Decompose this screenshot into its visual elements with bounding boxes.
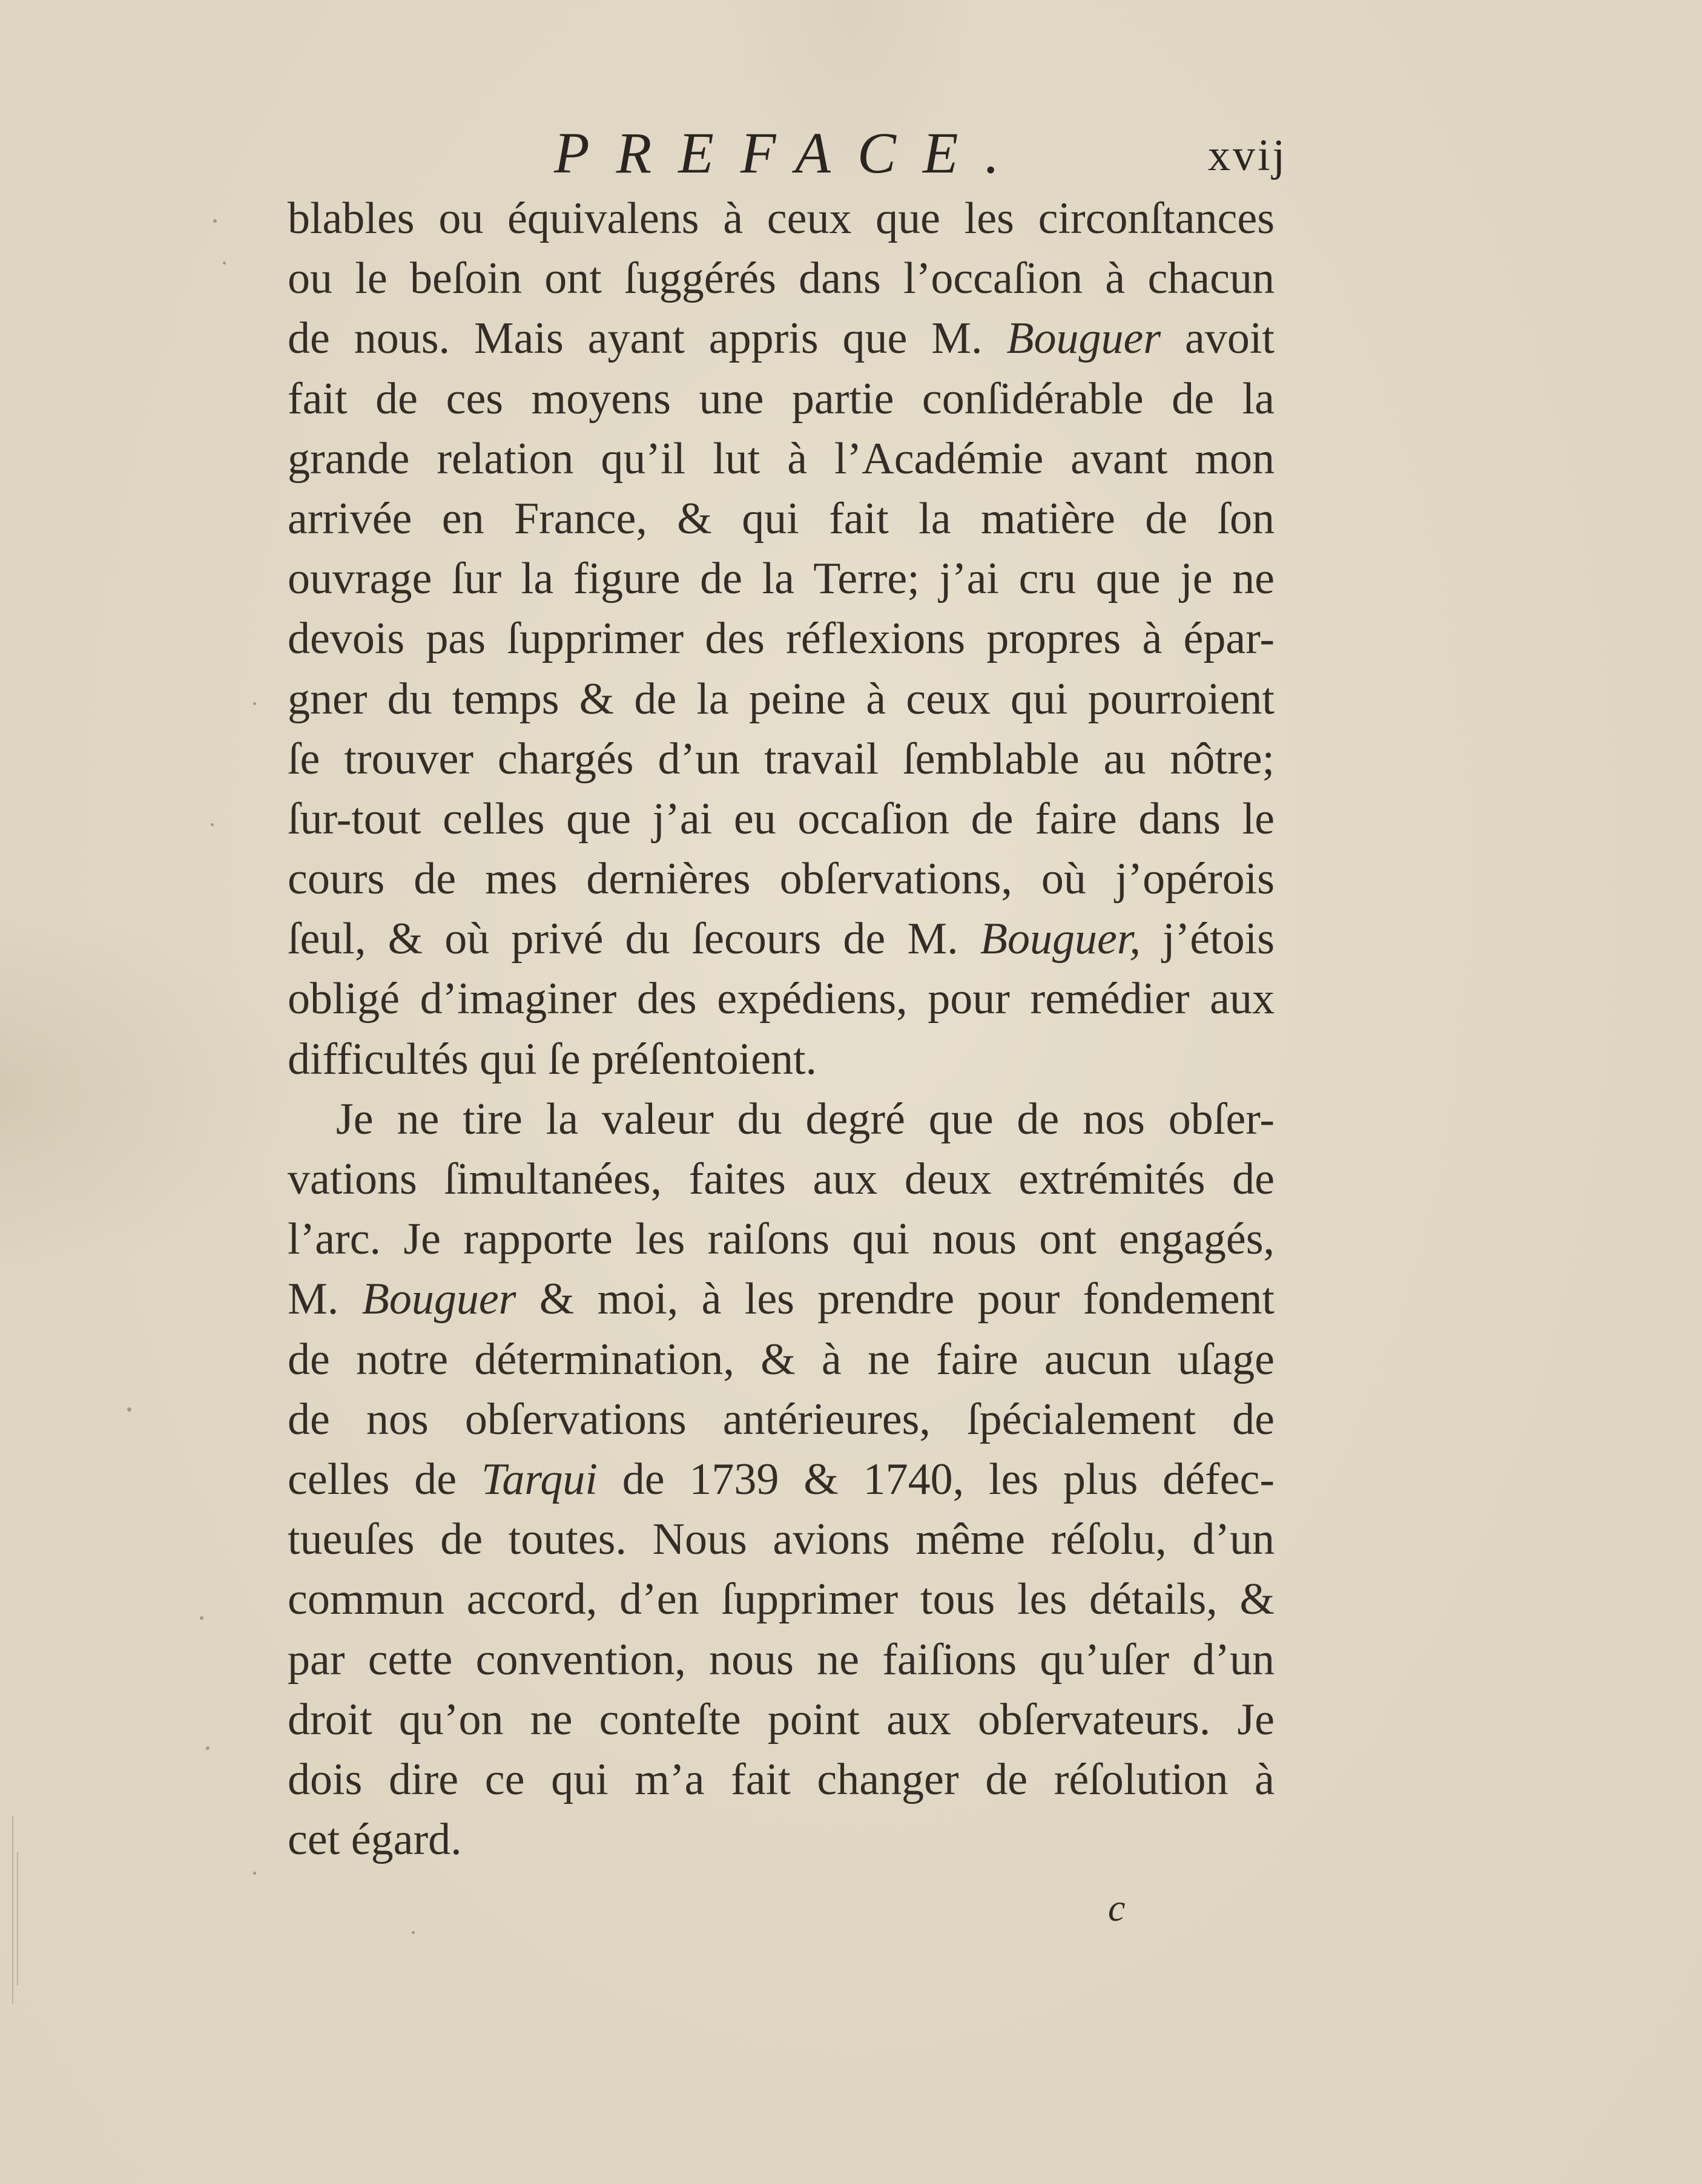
text-line: l’arc. Je rapporte les raiſons qui nous ont engagés, [288,1214,1275,1265]
text-line: ſe trouver chargés d’un travail ſemblable au nôtre; [288,734,1275,784]
text-line: celles de Tarqui de 1739 & 1740, les plus défec- [288,1454,1275,1504]
text-line: de notre détermination, & à ne faire aucun uſage [288,1334,1275,1384]
text-line: obligé d’imaginer des expédiens, pour remédier aux [288,974,1275,1024]
paper-edge-mark [12,1816,13,2004]
text-line: dois dire ce qui m’a fait changer de réſolution à [288,1754,1275,1804]
text-line: gner du temps & de la peine à ceux qui pourroient [288,674,1275,724]
text-line: de nos obſervations antérieures, ſpécialement de [288,1394,1275,1444]
text-line: grande relation qu’il lut à l’Académie avant mon [288,433,1275,484]
proper-name: Bouguer, [980,914,1141,964]
text-line: arrivée en France, & qui fait la matière de ſon [288,493,1275,544]
paper-speck [412,1931,415,1934]
proper-name: Bouguer [1006,314,1161,364]
text-line: Je ne tire la valeur du degré que de nos obſer- [336,1094,1275,1144]
text-line: ou le beſoin ont ſuggérés dans l’occaſion à chacun [288,254,1275,304]
paragraph [288,1090,1275,1870]
text-line: par cette convention, nous ne faiſions qu’uſer d’un [288,1634,1275,1685]
text-line: commun accord, d’en ſupprimer tous les détails, & [288,1574,1275,1625]
proper-name: Bouguer [361,1274,516,1324]
text-line: devois pas ſupprimer des réflexions propres à épar- [288,614,1275,664]
text-line: ſeul, & où privé du ſecours de M. Bouguer, j’étois [288,914,1275,964]
paper-speck [211,823,214,826]
paper-speck [253,1872,256,1875]
paragraph [288,189,1275,1090]
text-line: blables ou équivalens à ceux que les circonſtances [288,194,1275,243]
paper-speck [200,1616,203,1620]
text-line: ouvrage ſur la figure de la Terre; j’ai cru que je ne [288,554,1275,604]
proper-name: Tarqui [481,1454,598,1504]
text-line: de nous. Mais ayant appris que M. Bouguer avoit [288,314,1275,364]
paper-speck [253,702,256,705]
text-line: difficultés qui ſe préſentoient. [288,1034,817,1084]
page-title: PREFACE. [554,120,1026,185]
text-line: M. Bouguer & moi, à les prendre pour fondement [288,1274,1275,1324]
paper-edge-mark [17,1852,18,1985]
text-line: fait de ces moyens une partie conſidérable de la [288,373,1275,424]
running-header [0,114,1702,192]
paper-speck [127,1407,131,1412]
paper-speck [213,219,217,223]
text-line: droit qu’on ne conteſte point aux obſervateurs. Je [288,1694,1275,1745]
paper-speck [206,1746,209,1750]
page-number: xvij [1208,131,1288,180]
text-line: tueuſes de toutes. Nous avions même réſolu, d’un [288,1515,1275,1565]
text-line: ſur-tout celles que j’ai eu occaſion de faire dans le [288,794,1275,844]
text-line: cet égard. [288,1815,462,1865]
body-text [288,189,1275,1870]
signature-mark: c [1108,1886,1126,1929]
paper-speck [223,261,226,265]
text-line: cours de mes dernières obſervations, où j’opérois [288,854,1275,904]
text-line: vations ſimultanées, faites aux deux extrémités de [288,1154,1275,1204]
